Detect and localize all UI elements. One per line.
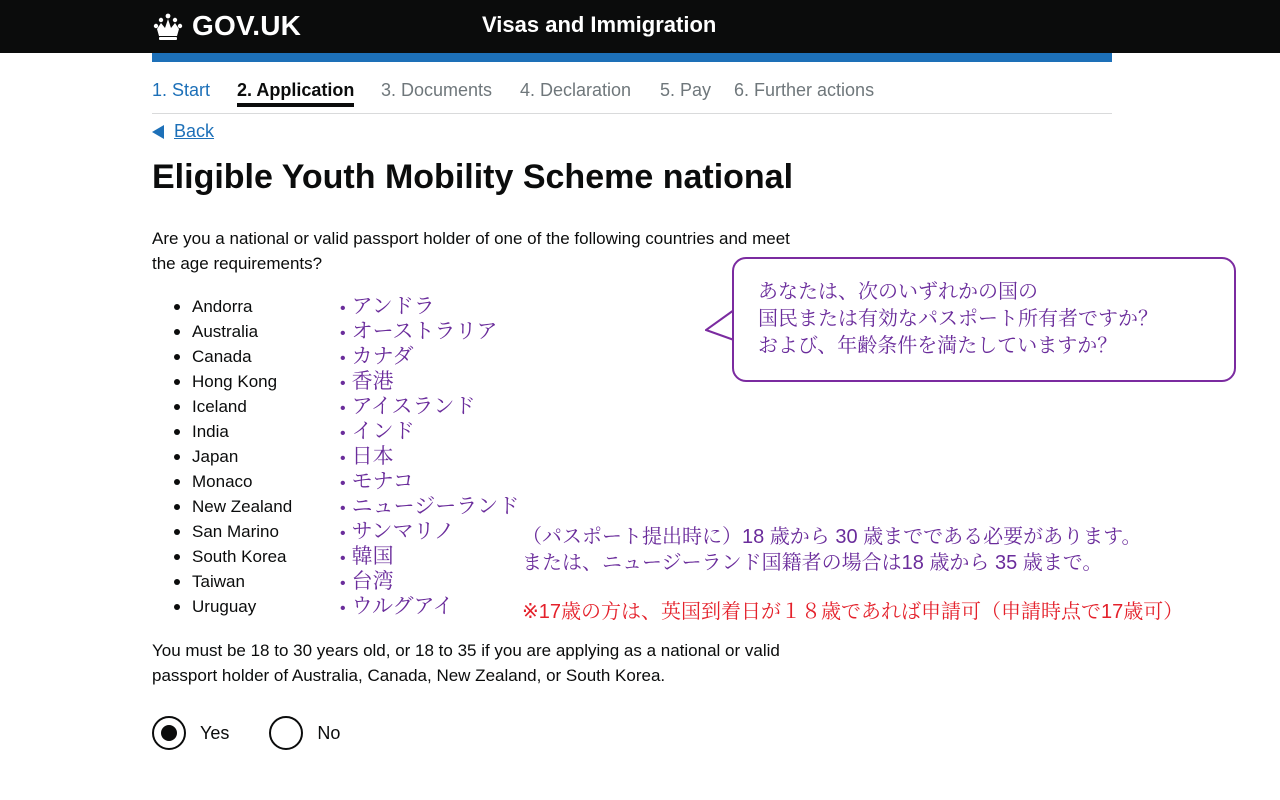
- jp-country-item: [340, 494, 519, 519]
- country-item: Uruguay: [172, 594, 292, 619]
- jp-country-name: ニュージーランド: [351, 495, 520, 518]
- jp-country-item: [340, 294, 519, 319]
- radio-yes-label[interactable]: Yes: [200, 722, 230, 743]
- jp-bullet: •: [340, 500, 346, 517]
- jp-country-name: オーストラリア: [351, 320, 498, 343]
- jp-bullet: •: [340, 475, 346, 492]
- jp-country-name: 香港: [351, 370, 394, 393]
- country-item: South Korea: [172, 544, 292, 569]
- step-start[interactable]: 1. Start: [152, 80, 211, 100]
- country-item: India: [172, 419, 292, 444]
- jp-bullet: •: [340, 450, 346, 467]
- jp-bullet: •: [340, 525, 346, 542]
- country-item: Andorra: [172, 294, 292, 319]
- bubble-line: 国民または有効なパスポート所有者ですか？: [758, 308, 1158, 330]
- age-requirement-text: You must be 18 to 30 years old, or 18 to 35 if you are applying as a national or valid passport holder of Australia, Canada, New Zealand, or South Korea.: [152, 641, 780, 685]
- back-link-label[interactable]: Back: [174, 121, 215, 141]
- jp-bullet: •: [340, 550, 346, 567]
- age-red-note: ※17歳の方は、英国到着日が１８歳であれば申請可（申請時点で17歳可）: [522, 601, 1184, 623]
- country-item: Australia: [172, 319, 292, 344]
- jp-country-item: [340, 544, 519, 569]
- country-item: Japan: [172, 444, 292, 469]
- country-list: [172, 294, 292, 619]
- radio-yes-circle[interactable]: [152, 716, 186, 750]
- govuk-logo-text: GOV.UK: [192, 10, 302, 41]
- question-text: Are you a national or valid passport holder of one of the following countries and meet the age requirements?: [152, 229, 790, 273]
- jp-country-name: アンドラ: [351, 295, 435, 318]
- jp-country-name: インド: [351, 420, 415, 443]
- step-application: 2. Application: [237, 80, 354, 107]
- step-navigation: [152, 80, 1112, 114]
- jp-country-item: [340, 344, 519, 369]
- jp-bullet: •: [340, 300, 346, 317]
- jp-country-name: 韓国: [351, 545, 394, 568]
- jp-country-name: 日本: [351, 445, 394, 468]
- country-item: Iceland: [172, 394, 292, 419]
- bubble-line: および、年齢条件を満たしていますか？: [758, 335, 1118, 357]
- jp-bullet: •: [340, 400, 346, 417]
- radio-no-circle[interactable]: [269, 716, 303, 750]
- jp-country-item: [340, 519, 519, 544]
- jp-country-item: [340, 594, 519, 619]
- age-annotation: [522, 524, 1142, 576]
- age-line: （パスポート提出時に）18 歳から 30 歳までである必要があります。: [522, 526, 1142, 548]
- jp-bullet: •: [340, 600, 346, 617]
- country-item: Monaco: [172, 469, 292, 494]
- jp-country-name: ウルグアイ: [351, 595, 454, 618]
- jp-country-item: [340, 394, 519, 419]
- jp-bullet: •: [340, 575, 346, 592]
- govuk-header: [0, 0, 1280, 53]
- back-link[interactable]: [152, 121, 214, 142]
- country-item: San Marino: [172, 519, 292, 544]
- jp-bullet: •: [340, 325, 346, 342]
- japanese-country-annotations: [340, 294, 519, 619]
- radio-no[interactable]: [269, 716, 340, 750]
- jp-country-item: [340, 444, 519, 469]
- jp-country-item: [340, 419, 519, 444]
- country-item: New Zealand: [172, 494, 292, 519]
- govuk-logo-link[interactable]: [152, 10, 301, 42]
- speech-bubble-text: [758, 279, 1218, 360]
- crown-icon: [152, 11, 184, 41]
- step-declaration: 4. Declaration: [520, 80, 632, 100]
- jp-country-item: [340, 569, 519, 594]
- yes-no-radio-group: [152, 716, 380, 750]
- header-blue-bar: [152, 53, 1112, 62]
- bubble-line: あなたは、次のいずれかの国の: [758, 281, 1038, 303]
- jp-country-name: 台湾: [351, 570, 394, 593]
- jp-country-item: [340, 369, 519, 394]
- jp-country-name: カナダ: [351, 345, 414, 368]
- age-line: または、ニュージーランド国籍者の場合は18 歳から 35 歳まで。: [522, 552, 1103, 574]
- country-item: Taiwan: [172, 569, 292, 594]
- radio-yes[interactable]: [152, 716, 229, 750]
- jp-bullet: •: [340, 350, 346, 367]
- country-item: Canada: [172, 344, 292, 369]
- step-documents: 3. Documents: [381, 80, 493, 100]
- step-further-actions: 6. Further actions: [734, 80, 875, 100]
- jp-country-item: [340, 469, 519, 494]
- jp-country-item: [340, 319, 519, 344]
- radio-no-label[interactable]: No: [317, 722, 341, 743]
- jp-bullet: •: [340, 375, 346, 392]
- service-name[interactable]: Visas and Immigration: [482, 12, 717, 37]
- step-pay: 5. Pay: [660, 80, 712, 100]
- jp-country-name: モナコ: [351, 470, 414, 493]
- country-item: Hong Kong: [172, 369, 292, 394]
- back-arrow-icon: [152, 125, 164, 139]
- jp-bullet: •: [340, 425, 346, 442]
- jp-country-name: アイスランド: [351, 395, 476, 418]
- page-title: Eligible Youth Mobility Scheme national: [152, 158, 794, 196]
- jp-country-name: サンマリノ: [351, 520, 455, 543]
